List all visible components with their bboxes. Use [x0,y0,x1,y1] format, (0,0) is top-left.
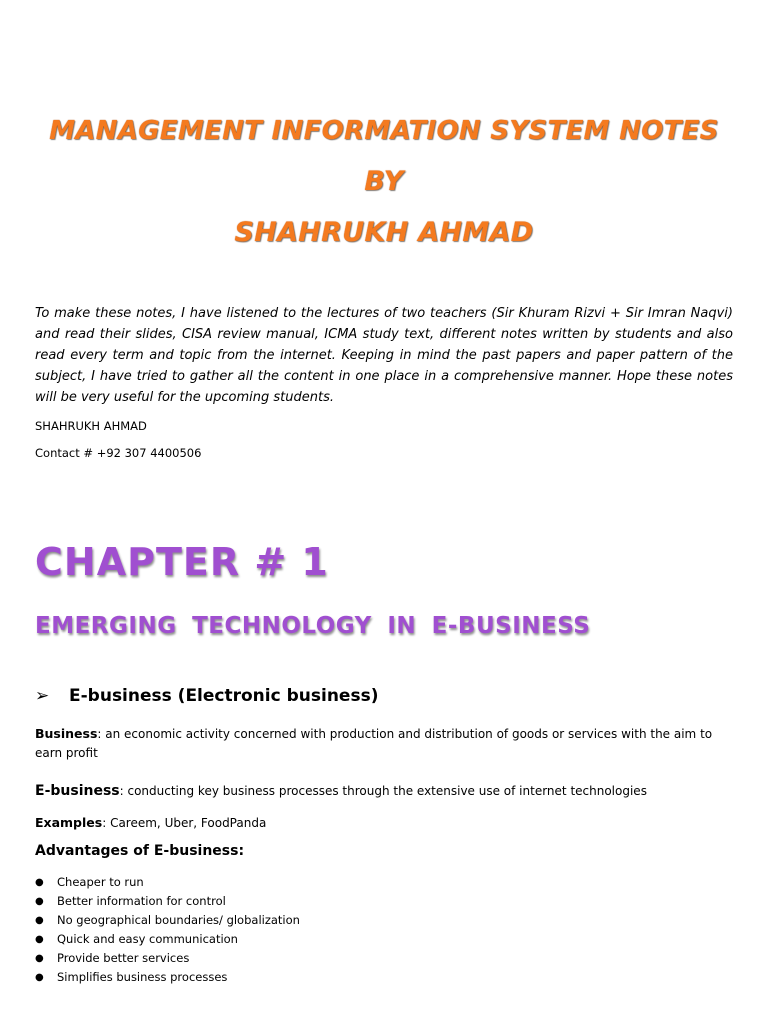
list-item: ● Better information for control [35,892,300,911]
section-heading [35,686,378,706]
document-title-author: SHAHRUKH AHMAD [234,217,534,248]
chapter-title: EMERGING TECHNOLOGY IN E-BUSINESS [35,613,591,639]
list-item: ● Cheaper to run [35,873,300,892]
bullet-icon: ● [35,953,44,964]
business-definition [35,724,735,763]
intro-paragraph: To make these notes, I have listened to the lectures of two teachers (Sir Khuram Rizvi + Sir Imran Naqvi) and read their slides, CISA review manual, ICMA study text, different notes written by students and also read every term and topic from the internet. Keeping in mind the past papers and paper pattern of the subject, I have tried to gather all the content in one place in a comprehensive manner. Hope these notes will be very useful for the upcoming students. [35,306,733,405]
chapter-number: CHAPTER # 1 [35,540,329,584]
ebusiness-definition [35,782,735,801]
arrow-bullet-icon: ➢ [35,686,50,706]
list-item: ● Provide better services [35,949,300,968]
bullet-icon: ● [35,877,44,888]
author-name: SHAHRUKH AHMAD [35,419,147,433]
list-item: ● No geographical boundaries/ globalization [35,911,300,930]
contact-info: Contact # +92 307 4400506 [35,446,202,460]
section-heading-text: E-business (Electronic business) [69,686,379,706]
document-title: MANAGEMENT INFORMATION SYSTEM NOTES [49,116,719,146]
business-text: : an economic activity concerned with production and distribution of goods or services with the aim to earn profit [35,727,713,760]
list-item: ● Simplifies business processes [35,968,300,987]
examples-line [35,813,735,833]
bullet-icon: ● [35,915,44,926]
bullet-icon: ● [35,972,44,983]
bullet-icon: ● [35,896,44,907]
examples-term: Examples [35,815,103,830]
ebusiness-term: E-business [35,783,120,799]
list-item: ● Quick and easy communication [35,930,300,949]
document-title-by: BY [364,166,404,197]
ebusiness-text: : conducting key business processes through the extensive use of internet technologies [119,784,647,798]
advantages-heading: Advantages of E-business: [35,843,245,859]
business-term: Business [35,726,98,741]
bullet-icon: ● [35,934,44,945]
advantages-list [35,873,300,987]
examples-text: : Careem, Uber, FoodPanda [102,816,267,830]
